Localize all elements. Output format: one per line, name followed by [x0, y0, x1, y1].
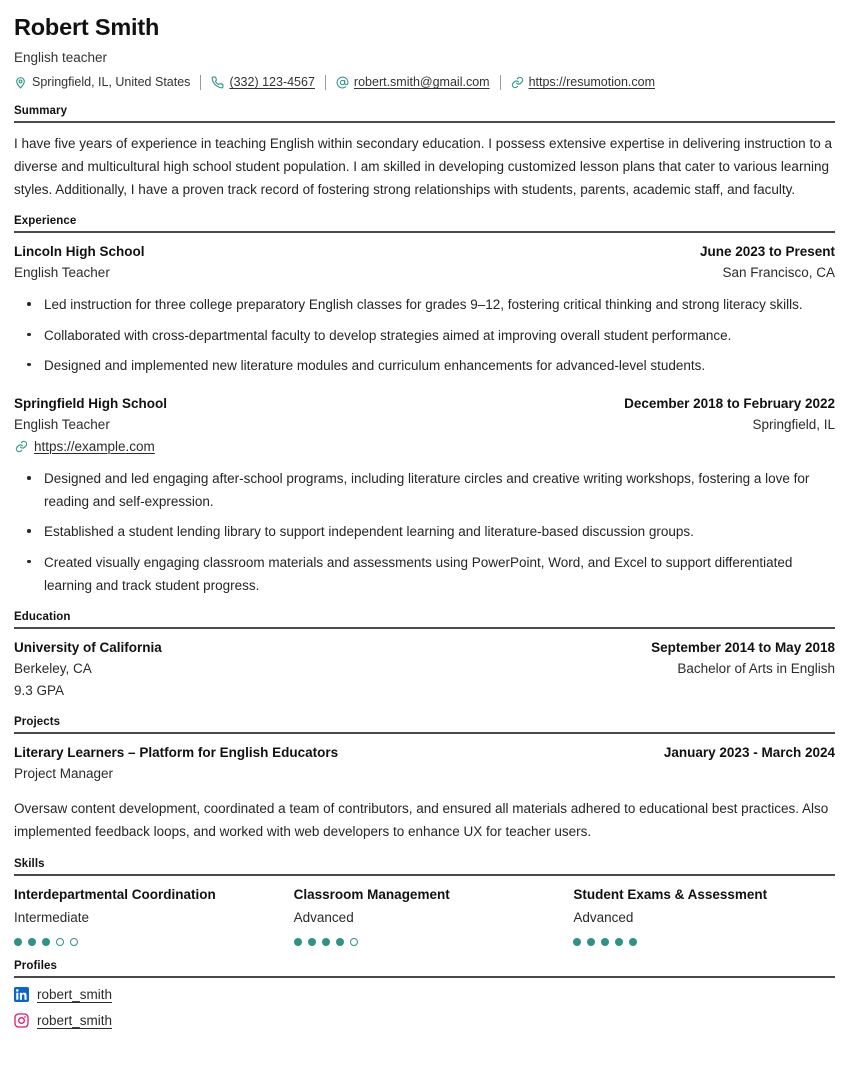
study-dates: September 2014 to May 2018	[651, 640, 835, 656]
section-profiles	[14, 960, 835, 1028]
employment-dates: December 2018 to February 2022	[624, 395, 835, 411]
responsibility-item: Established a student lending library to support independent learning and literature-based discussion groups.	[14, 520, 835, 543]
skill-level-label: Intermediate	[14, 909, 90, 925]
rating-dot-filled	[629, 938, 637, 946]
entry-subheader-line	[14, 262, 835, 284]
contact-item[interactable]	[511, 74, 655, 90]
gpa-value: 9.3 GPA	[14, 683, 65, 699]
skill-level-label: Advanced	[293, 909, 354, 925]
experience-entry	[14, 242, 835, 377]
entry-website[interactable]	[14, 439, 155, 454]
skill-item	[14, 885, 276, 946]
entry-header-line	[14, 394, 835, 414]
institution-name: University of California	[14, 640, 162, 656]
profile-item[interactable]	[14, 987, 835, 1002]
entry-subheader-line	[14, 414, 835, 436]
responsibility-list	[14, 293, 835, 377]
section-title-projects: Projects	[14, 716, 61, 729]
rating-dot-empty	[350, 938, 358, 946]
responsibility-item: Created visually engaging classroom materials and assessments using PowerPoint, Word, and Excel to support differentiated learning and track student progress.	[14, 551, 835, 597]
education-entry	[14, 638, 835, 702]
rating-dot-empty	[70, 938, 78, 946]
skill-name: Interdepartmental Coordination	[14, 886, 216, 902]
rating-dot-empty	[56, 938, 64, 946]
responsibility-item: Led instruction for three college preparatory English classes for grades 9–12, fostering critical thinking and strong literacy skills.	[14, 293, 835, 316]
contact-separator	[325, 75, 326, 90]
responsibility-item: Collaborated with cross-departmental faculty to develop strategies aimed at improving overall student performance.	[14, 324, 835, 347]
project-name: Literary Learners – Platform for English Educators	[14, 745, 339, 761]
rating-dot-filled	[573, 938, 581, 946]
entry-subheader-line	[14, 658, 835, 680]
institution-location: Berkeley, CA	[14, 661, 92, 677]
project-dates: January 2023 - March 2024	[663, 745, 835, 761]
entry-website-link[interactable]: https://example.com	[34, 439, 155, 455]
skills-grid	[14, 885, 835, 946]
linkedin-icon	[14, 987, 29, 1002]
experience-entry	[14, 394, 835, 597]
candidate-headline: English teacher	[14, 49, 108, 65]
rating-dot-filled	[336, 938, 344, 946]
rating-dot-filled	[28, 938, 36, 946]
project-entries	[14, 734, 835, 844]
skill-item	[573, 885, 835, 946]
section-title-summary: Summary	[14, 104, 68, 117]
project-description: Oversaw content development, coordinated a team of contributors, and ensured all materials adhered to educational best practices. Also implemented feedback loops, and worked with web developers to enhance UX for teacher users.	[14, 801, 829, 840]
contact-item	[14, 74, 190, 90]
section-education	[14, 611, 835, 702]
responsibility-item: Designed and implemented new literature modules and curriculum enhancements for advanced-level students.	[14, 354, 835, 377]
section-summary	[14, 105, 835, 202]
rating-dot-filled	[308, 938, 316, 946]
employer-name: Springfield High School	[14, 395, 167, 411]
candidate-name: Robert Smith	[14, 14, 160, 40]
employer-name: Lincoln High School	[14, 244, 145, 260]
skill-item	[294, 885, 556, 946]
profile-item[interactable]	[14, 1013, 835, 1028]
rating-dot-filled	[14, 938, 22, 946]
section-projects	[14, 716, 835, 844]
responsibility-list	[14, 467, 835, 597]
experience-entries	[14, 233, 835, 597]
contact-item[interactable]	[211, 74, 314, 90]
education-entries	[14, 629, 835, 702]
contact-link[interactable]: robert.smith@gmail.com	[353, 75, 490, 90]
instagram-icon	[14, 1013, 29, 1028]
skill-rating-dots	[294, 938, 556, 946]
profile-username-link[interactable]: robert_smith	[37, 986, 113, 1002]
at-sign-email-icon	[336, 76, 349, 89]
section-title-experience: Experience	[14, 215, 77, 228]
rating-dot-filled	[615, 938, 623, 946]
entry-header-line	[14, 638, 835, 658]
responsibility-item: Designed and led engaging after-school programs, including literature circles and creative writing workshops, fostering a love for reading and self-expression.	[14, 467, 835, 513]
job-location: Springfield, IL	[752, 417, 835, 433]
section-title-skills: Skills	[14, 857, 45, 870]
degree-name: Bachelor of Arts in English	[677, 661, 835, 677]
employment-dates: June 2023 to Present	[699, 244, 835, 260]
contact-item[interactable]	[336, 74, 490, 90]
section-experience	[14, 215, 835, 597]
summary-text: I have five years of experience in teaching English within secondary education. I possess extensive expertise in delivering instruction to a diverse and multicultural high school student population. I am skilled in developing customized lesson plans that cater to various learning styles. Additionally, I have a proven track record of fostering strong relationships with students, parents, academic staff, and faculty.	[14, 135, 832, 197]
rating-dot-filled	[42, 938, 50, 946]
contact-text: Springfield, IL, United States	[32, 75, 191, 90]
profile-username-link[interactable]: robert_smith	[37, 1012, 113, 1028]
link-chain-icon	[511, 76, 524, 89]
job-location: San Francisco, CA	[722, 265, 835, 281]
rating-dot-filled	[294, 938, 302, 946]
skill-rating-dots	[14, 938, 276, 946]
skill-name: Student Exams & Assessment	[573, 886, 768, 902]
rating-dot-filled	[587, 938, 595, 946]
link-chain-icon	[14, 440, 28, 454]
contact-separator	[500, 75, 501, 90]
contact-separator	[200, 75, 201, 90]
skill-rating-dots	[573, 938, 835, 946]
contact-link[interactable]: https://resumotion.com	[528, 75, 656, 90]
entry-header-line	[14, 242, 835, 262]
location-pin-icon	[14, 76, 27, 89]
rating-dot-filled	[322, 938, 330, 946]
project-role: Project Manager	[14, 766, 114, 782]
resume-header	[14, 14, 835, 91]
skill-level-label: Advanced	[573, 909, 634, 925]
phone-icon	[211, 76, 224, 89]
section-title-profiles: Profiles	[14, 959, 57, 972]
section-skills	[14, 858, 835, 946]
job-title: English Teacher	[14, 265, 110, 281]
contact-row	[14, 74, 835, 90]
section-title-education: Education	[14, 611, 71, 624]
rating-dot-filled	[601, 938, 609, 946]
contact-link[interactable]: (332) 123-4567	[229, 75, 315, 90]
profile-list	[14, 978, 835, 1028]
skill-name: Classroom Management	[293, 886, 450, 902]
project-entry	[14, 743, 835, 844]
job-title: English Teacher	[14, 417, 110, 433]
entry-header-line	[14, 743, 835, 763]
